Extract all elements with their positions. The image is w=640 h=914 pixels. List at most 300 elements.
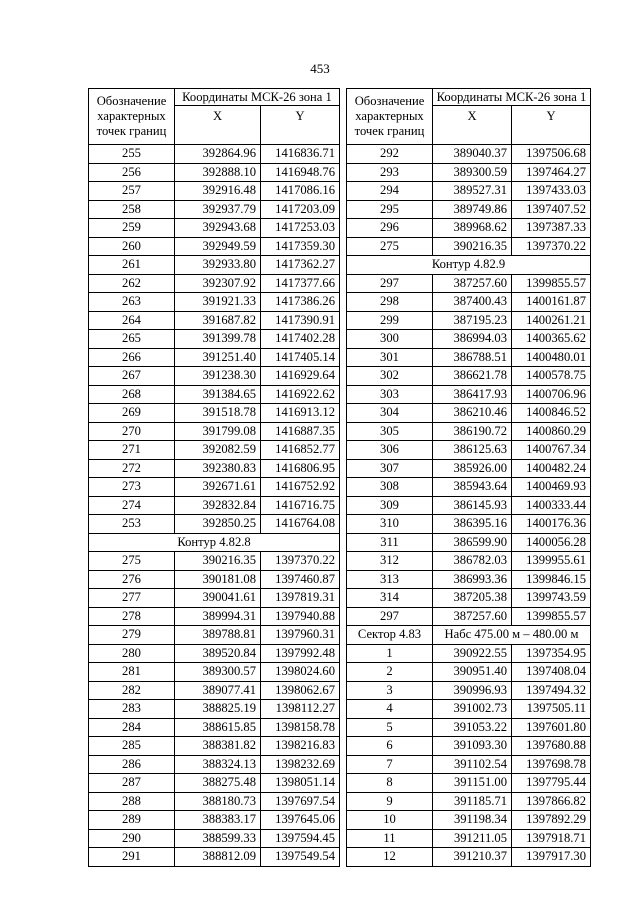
table-row <box>89 515 340 534</box>
y-coordinate-cell: 1397408.04 <box>512 663 591 682</box>
table-row <box>89 219 340 238</box>
table-row <box>89 237 340 256</box>
table-row <box>347 644 591 663</box>
point-number-cell: 288 <box>89 792 175 811</box>
table-row <box>347 163 591 182</box>
point-number-cell: 278 <box>89 607 175 626</box>
x-coordinate-cell: 390996.93 <box>433 681 512 700</box>
point-number-cell: 264 <box>89 311 175 330</box>
point-number-cell: 268 <box>89 385 175 404</box>
table-row <box>347 441 591 460</box>
point-number-cell: 9 <box>347 792 433 811</box>
table-row <box>89 737 340 756</box>
point-number-cell: 4 <box>347 700 433 719</box>
x-coordinate-cell: 392949.59 <box>175 237 261 256</box>
table-row <box>89 441 340 460</box>
point-number-cell: 261 <box>89 256 175 275</box>
column-header-y: Y <box>261 106 340 145</box>
table-row <box>89 792 340 811</box>
column-header-x: X <box>175 106 261 145</box>
point-number-cell: 293 <box>347 163 433 182</box>
point-number-cell: 279 <box>89 626 175 645</box>
point-number-cell: 282 <box>89 681 175 700</box>
point-number-cell: 7 <box>347 755 433 774</box>
y-coordinate-cell: 1416836.71 <box>261 145 340 164</box>
point-number-cell: 298 <box>347 293 433 312</box>
table-row <box>89 163 340 182</box>
sector-label: Сектор 4.83 <box>347 626 433 645</box>
point-number-cell: 306 <box>347 441 433 460</box>
table-row <box>89 811 340 830</box>
table-row <box>347 182 591 201</box>
y-coordinate-cell: 1397594.45 <box>261 829 340 848</box>
y-coordinate-cell: 1400846.52 <box>512 404 591 423</box>
y-coordinate-cell: 1417386.26 <box>261 293 340 312</box>
table-row <box>347 478 591 497</box>
point-number-cell: 277 <box>89 589 175 608</box>
coordinates-table-right <box>346 88 591 867</box>
y-coordinate-cell: 1399846.15 <box>512 570 591 589</box>
y-coordinate-cell: 1400161.87 <box>512 293 591 312</box>
x-coordinate-cell: 388381.82 <box>175 737 261 756</box>
y-coordinate-cell: 1397370.22 <box>512 237 591 256</box>
y-coordinate-cell: 1397795.44 <box>512 774 591 793</box>
x-coordinate-cell: 388383.17 <box>175 811 261 830</box>
y-coordinate-cell: 1397917.30 <box>512 848 591 867</box>
table-row <box>89 626 340 645</box>
table-row <box>347 348 591 367</box>
y-coordinate-cell: 1397819.31 <box>261 589 340 608</box>
table-row <box>89 607 340 626</box>
point-number-cell: 310 <box>347 515 433 534</box>
table-row <box>347 496 591 515</box>
table-row <box>89 182 340 201</box>
y-coordinate-cell: 1416913.12 <box>261 404 340 423</box>
x-coordinate-cell: 389520.84 <box>175 644 261 663</box>
point-number-cell: 6 <box>347 737 433 756</box>
y-coordinate-cell: 1397506.68 <box>512 145 591 164</box>
y-coordinate-cell: 1397892.29 <box>512 811 591 830</box>
x-coordinate-cell: 386621.78 <box>433 367 512 386</box>
point-number-cell: 275 <box>89 552 175 571</box>
x-coordinate-cell: 392916.48 <box>175 182 261 201</box>
table-row <box>347 681 591 700</box>
y-coordinate-cell: 1397918.71 <box>512 829 591 848</box>
y-coordinate-cell: 1416887.35 <box>261 422 340 441</box>
point-number-cell: 256 <box>89 163 175 182</box>
x-coordinate-cell: 389300.57 <box>175 663 261 682</box>
point-number-cell: 311 <box>347 533 433 552</box>
x-coordinate-cell: 386417.93 <box>433 385 512 404</box>
table-row <box>89 367 340 386</box>
table-row <box>89 663 340 682</box>
y-coordinate-cell: 1397407.52 <box>512 200 591 219</box>
y-coordinate-cell: 1397601.80 <box>512 718 591 737</box>
point-number-cell: 297 <box>347 607 433 626</box>
point-number-cell: 305 <box>347 422 433 441</box>
table-row <box>347 200 591 219</box>
y-coordinate-cell: 1400176.36 <box>512 515 591 534</box>
y-coordinate-cell: 1399855.57 <box>512 274 591 293</box>
table-row <box>347 237 591 256</box>
y-coordinate-cell: 1400767.34 <box>512 441 591 460</box>
y-coordinate-cell: 1397505.11 <box>512 700 591 719</box>
y-coordinate-cell: 1397494.32 <box>512 681 591 700</box>
x-coordinate-cell: 388825.19 <box>175 700 261 719</box>
point-number-cell: 289 <box>89 811 175 830</box>
point-number-cell: 314 <box>347 589 433 608</box>
y-coordinate-cell: 1397460.87 <box>261 570 340 589</box>
x-coordinate-cell: 387257.60 <box>433 274 512 293</box>
x-coordinate-cell: 392888.10 <box>175 163 261 182</box>
y-coordinate-cell: 1400261.21 <box>512 311 591 330</box>
x-coordinate-cell: 391102.54 <box>433 755 512 774</box>
table-row <box>89 404 340 423</box>
x-coordinate-cell: 392943.68 <box>175 219 261 238</box>
y-coordinate-cell: 1400706.96 <box>512 385 591 404</box>
column-header-point-label: Обозначение характерных точек границ <box>347 89 433 145</box>
point-number-cell: 280 <box>89 644 175 663</box>
x-coordinate-cell: 387400.43 <box>433 293 512 312</box>
point-number-cell: 292 <box>347 145 433 164</box>
point-number-cell: 1 <box>347 644 433 663</box>
x-coordinate-cell: 386145.93 <box>433 496 512 515</box>
x-coordinate-cell: 388812.09 <box>175 848 261 867</box>
point-number-cell: 265 <box>89 330 175 349</box>
table-row <box>347 367 591 386</box>
y-coordinate-cell: 1397464.27 <box>512 163 591 182</box>
y-coordinate-cell: 1416852.77 <box>261 441 340 460</box>
y-coordinate-cell: 1400578.75 <box>512 367 591 386</box>
table-row <box>89 718 340 737</box>
table-row <box>89 274 340 293</box>
column-header-x: X <box>433 106 512 145</box>
table-row <box>89 681 340 700</box>
x-coordinate-cell: 392832.84 <box>175 496 261 515</box>
contour-label: Контур 4.82.9 <box>347 256 591 275</box>
point-number-cell: 308 <box>347 478 433 497</box>
column-header-coordinates: Координаты МСК-26 зона 1 <box>175 89 340 106</box>
y-coordinate-cell: 1416752.92 <box>261 478 340 497</box>
point-number-cell: 10 <box>347 811 433 830</box>
y-coordinate-cell: 1416929.64 <box>261 367 340 386</box>
x-coordinate-cell: 391384.65 <box>175 385 261 404</box>
x-coordinate-cell: 392307.92 <box>175 274 261 293</box>
table-row <box>347 422 591 441</box>
point-number-cell: 296 <box>347 219 433 238</box>
y-coordinate-cell: 1397370.22 <box>261 552 340 571</box>
x-coordinate-cell: 392380.83 <box>175 459 261 478</box>
x-coordinate-cell: 391198.34 <box>433 811 512 830</box>
point-number-cell: 287 <box>89 774 175 793</box>
point-number-cell: 258 <box>89 200 175 219</box>
table-row <box>347 829 591 848</box>
column-header-y: Y <box>512 106 591 145</box>
point-number-cell: 309 <box>347 496 433 515</box>
point-number-cell: 8 <box>347 774 433 793</box>
point-number-cell: 259 <box>89 219 175 238</box>
y-coordinate-cell: 1397645.06 <box>261 811 340 830</box>
x-coordinate-cell: 386994.03 <box>433 330 512 349</box>
y-coordinate-cell: 1397549.54 <box>261 848 340 867</box>
table-row <box>347 774 591 793</box>
point-number-cell: 270 <box>89 422 175 441</box>
table-row <box>347 811 591 830</box>
x-coordinate-cell: 390216.35 <box>433 237 512 256</box>
x-coordinate-cell: 391093.30 <box>433 737 512 756</box>
point-number-cell: 273 <box>89 478 175 497</box>
point-number-cell: 266 <box>89 348 175 367</box>
y-coordinate-cell: 1399855.57 <box>512 607 591 626</box>
point-number-cell: 283 <box>89 700 175 719</box>
table-row <box>347 311 591 330</box>
point-number-cell: 255 <box>89 145 175 164</box>
table-row <box>89 589 340 608</box>
point-number-cell: 271 <box>89 441 175 460</box>
y-coordinate-cell: 1397697.54 <box>261 792 340 811</box>
y-coordinate-cell: 1416806.95 <box>261 459 340 478</box>
x-coordinate-cell: 390951.40 <box>433 663 512 682</box>
column-header-point-label: Обозначение характерных точек границ <box>89 89 175 145</box>
table-row <box>89 145 340 164</box>
point-number-cell: 303 <box>347 385 433 404</box>
x-coordinate-cell: 391518.78 <box>175 404 261 423</box>
x-coordinate-cell: 391002.73 <box>433 700 512 719</box>
y-coordinate-cell: 1417402.28 <box>261 330 340 349</box>
column-header-coordinates: Координаты МСК-26 зона 1 <box>433 89 591 106</box>
x-coordinate-cell: 388275.48 <box>175 774 261 793</box>
x-coordinate-cell: 392082.59 <box>175 441 261 460</box>
y-coordinate-cell: 1398158.78 <box>261 718 340 737</box>
point-number-cell: 284 <box>89 718 175 737</box>
table-row <box>89 459 340 478</box>
contour-label: Контур 4.82.8 <box>89 533 340 552</box>
y-coordinate-cell: 1416764.08 <box>261 515 340 534</box>
table-row <box>347 663 591 682</box>
table-row <box>89 330 340 349</box>
table-row <box>89 200 340 219</box>
point-number-cell: 304 <box>347 404 433 423</box>
x-coordinate-cell: 386599.90 <box>433 533 512 552</box>
table-row <box>347 274 591 293</box>
table-row <box>347 459 591 478</box>
x-coordinate-cell: 391151.00 <box>433 774 512 793</box>
x-coordinate-cell: 389040.37 <box>433 145 512 164</box>
x-coordinate-cell: 389994.31 <box>175 607 261 626</box>
sector-header-row <box>347 626 591 645</box>
y-coordinate-cell: 1398112.27 <box>261 700 340 719</box>
x-coordinate-cell: 386395.16 <box>433 515 512 534</box>
x-coordinate-cell: 389968.62 <box>433 219 512 238</box>
x-coordinate-cell: 385943.64 <box>433 478 512 497</box>
table-row <box>347 533 591 552</box>
y-coordinate-cell: 1398051.14 <box>261 774 340 793</box>
sector-heights: Набс 475.00 м – 480.00 м <box>433 626 591 645</box>
page-number: 453 <box>310 61 330 76</box>
point-number-cell: 2 <box>347 663 433 682</box>
x-coordinate-cell: 386993.36 <box>433 570 512 589</box>
table-row <box>347 589 591 608</box>
x-coordinate-cell: 391921.33 <box>175 293 261 312</box>
x-coordinate-cell: 392671.61 <box>175 478 261 497</box>
x-coordinate-cell: 390181.08 <box>175 570 261 589</box>
table-row <box>89 311 340 330</box>
x-coordinate-cell: 391687.82 <box>175 311 261 330</box>
table-row <box>89 848 340 867</box>
x-coordinate-cell: 392933.80 <box>175 256 261 275</box>
table-row <box>347 385 591 404</box>
y-coordinate-cell: 1417203.09 <box>261 200 340 219</box>
x-coordinate-cell: 387257.60 <box>433 607 512 626</box>
x-coordinate-cell: 389749.86 <box>433 200 512 219</box>
y-coordinate-cell: 1397387.33 <box>512 219 591 238</box>
contour-header-row <box>89 533 340 552</box>
coordinates-table-left <box>88 88 340 867</box>
table-row <box>347 515 591 534</box>
x-coordinate-cell: 387205.38 <box>433 589 512 608</box>
y-coordinate-cell: 1398232.69 <box>261 755 340 774</box>
table-row <box>89 829 340 848</box>
y-coordinate-cell: 1417405.14 <box>261 348 340 367</box>
x-coordinate-cell: 392864.96 <box>175 145 261 164</box>
point-number-cell: 307 <box>347 459 433 478</box>
x-coordinate-cell: 388599.33 <box>175 829 261 848</box>
x-coordinate-cell: 386782.03 <box>433 552 512 571</box>
y-coordinate-cell: 1400860.29 <box>512 422 591 441</box>
y-coordinate-cell: 1397940.88 <box>261 607 340 626</box>
point-number-cell: 276 <box>89 570 175 589</box>
table-row <box>89 422 340 441</box>
y-coordinate-cell: 1397866.82 <box>512 792 591 811</box>
point-number-cell: 300 <box>347 330 433 349</box>
point-number-cell: 290 <box>89 829 175 848</box>
table-row <box>347 404 591 423</box>
x-coordinate-cell: 390216.35 <box>175 552 261 571</box>
point-number-cell: 313 <box>347 570 433 589</box>
x-coordinate-cell: 391185.71 <box>433 792 512 811</box>
table-row <box>347 700 591 719</box>
point-number-cell: 294 <box>347 182 433 201</box>
table-row <box>89 348 340 367</box>
point-number-cell: 269 <box>89 404 175 423</box>
x-coordinate-cell: 386788.51 <box>433 348 512 367</box>
point-number-cell: 12 <box>347 848 433 867</box>
table-row <box>347 607 591 626</box>
y-coordinate-cell: 1397992.48 <box>261 644 340 663</box>
point-number-cell: 275 <box>347 237 433 256</box>
table-row <box>347 570 591 589</box>
x-coordinate-cell: 386190.72 <box>433 422 512 441</box>
point-number-cell: 11 <box>347 829 433 848</box>
y-coordinate-cell: 1398062.67 <box>261 681 340 700</box>
table-row <box>347 552 591 571</box>
y-coordinate-cell: 1400056.28 <box>512 533 591 552</box>
y-coordinate-cell: 1416716.75 <box>261 496 340 515</box>
table-row <box>89 496 340 515</box>
x-coordinate-cell: 391211.05 <box>433 829 512 848</box>
table-row <box>347 293 591 312</box>
y-coordinate-cell: 1398216.83 <box>261 737 340 756</box>
table-row <box>89 552 340 571</box>
point-number-cell: 253 <box>89 515 175 534</box>
y-coordinate-cell: 1400333.44 <box>512 496 591 515</box>
y-coordinate-cell: 1417377.66 <box>261 274 340 293</box>
point-number-cell: 263 <box>89 293 175 312</box>
x-coordinate-cell: 386210.46 <box>433 404 512 423</box>
y-coordinate-cell: 1417390.91 <box>261 311 340 330</box>
table-row <box>347 737 591 756</box>
point-number-cell: 272 <box>89 459 175 478</box>
x-coordinate-cell: 391053.22 <box>433 718 512 737</box>
point-number-cell: 291 <box>89 848 175 867</box>
point-number-cell: 281 <box>89 663 175 682</box>
table-row <box>89 478 340 497</box>
y-coordinate-cell: 1399743.59 <box>512 589 591 608</box>
table-row <box>347 755 591 774</box>
point-number-cell: 302 <box>347 367 433 386</box>
x-coordinate-cell: 388180.73 <box>175 792 261 811</box>
x-coordinate-cell: 391399.78 <box>175 330 261 349</box>
x-coordinate-cell: 392850.25 <box>175 515 261 534</box>
y-coordinate-cell: 1399955.61 <box>512 552 591 571</box>
y-coordinate-cell: 1397354.95 <box>512 644 591 663</box>
table-row <box>89 774 340 793</box>
x-coordinate-cell: 388324.13 <box>175 755 261 774</box>
point-number-cell: 260 <box>89 237 175 256</box>
x-coordinate-cell: 389300.59 <box>433 163 512 182</box>
table-row <box>89 293 340 312</box>
x-coordinate-cell: 389788.81 <box>175 626 261 645</box>
point-number-cell: 285 <box>89 737 175 756</box>
y-coordinate-cell: 1417253.03 <box>261 219 340 238</box>
y-coordinate-cell: 1397680.88 <box>512 737 591 756</box>
point-number-cell: 274 <box>89 496 175 515</box>
point-number-cell: 295 <box>347 200 433 219</box>
x-coordinate-cell: 385926.00 <box>433 459 512 478</box>
point-number-cell: 297 <box>347 274 433 293</box>
x-coordinate-cell: 390041.61 <box>175 589 261 608</box>
x-coordinate-cell: 389527.31 <box>433 182 512 201</box>
y-coordinate-cell: 1416948.76 <box>261 163 340 182</box>
x-coordinate-cell: 391210.37 <box>433 848 512 867</box>
y-coordinate-cell: 1417359.30 <box>261 237 340 256</box>
point-number-cell: 312 <box>347 552 433 571</box>
x-coordinate-cell: 392937.79 <box>175 200 261 219</box>
table-row <box>89 570 340 589</box>
y-coordinate-cell: 1400365.62 <box>512 330 591 349</box>
y-coordinate-cell: 1397698.78 <box>512 755 591 774</box>
point-number-cell: 301 <box>347 348 433 367</box>
point-number-cell: 5 <box>347 718 433 737</box>
y-coordinate-cell: 1400469.93 <box>512 478 591 497</box>
x-coordinate-cell: 387195.23 <box>433 311 512 330</box>
y-coordinate-cell: 1417086.16 <box>261 182 340 201</box>
table-row <box>89 700 340 719</box>
contour-header-row <box>347 256 591 275</box>
y-coordinate-cell: 1417362.27 <box>261 256 340 275</box>
x-coordinate-cell: 391799.08 <box>175 422 261 441</box>
table-row <box>347 145 591 164</box>
x-coordinate-cell: 391238.30 <box>175 367 261 386</box>
y-coordinate-cell: 1400482.24 <box>512 459 591 478</box>
table-row <box>89 644 340 663</box>
table-row <box>347 330 591 349</box>
table-row <box>89 755 340 774</box>
x-coordinate-cell: 388615.85 <box>175 718 261 737</box>
point-number-cell: 262 <box>89 274 175 293</box>
y-coordinate-cell: 1398024.60 <box>261 663 340 682</box>
table-row <box>89 385 340 404</box>
